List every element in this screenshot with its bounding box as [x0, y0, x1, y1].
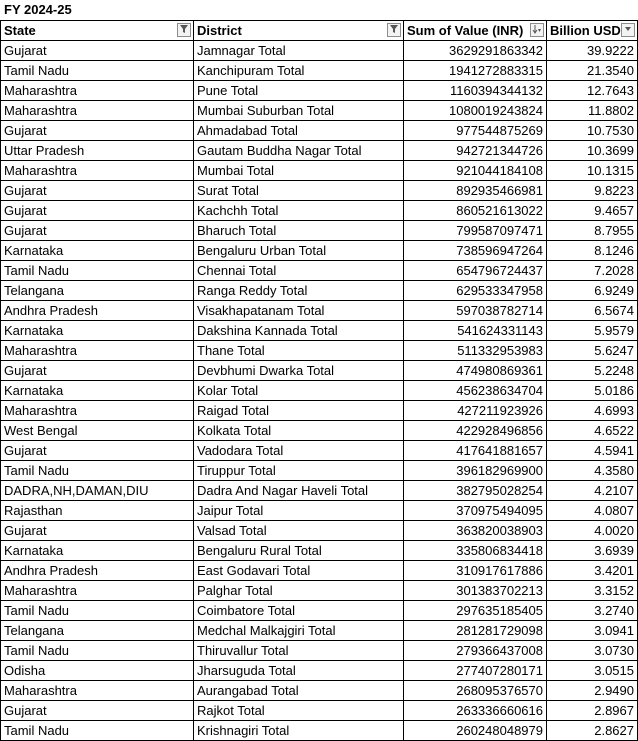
table-row	[1, 101, 638, 121]
header-row	[1, 21, 638, 41]
state-cell[interactable]: Uttar Pradesh	[1, 141, 194, 161]
district-cell[interactable]: Mumbai Total	[194, 161, 404, 181]
state-cell[interactable]: Maharashtra	[1, 681, 194, 701]
usd-cell[interactable]: 10.7530	[547, 121, 638, 141]
value-cell[interactable]: 3629291863342	[404, 41, 547, 61]
usd-cell[interactable]: 6.9249	[547, 281, 638, 301]
table-row	[1, 341, 638, 361]
district-cell[interactable]: Pune Total	[194, 81, 404, 101]
table-row	[1, 141, 638, 161]
usd-cell[interactable]: 5.2248	[547, 361, 638, 381]
state-cell[interactable]: Maharashtra	[1, 341, 194, 361]
header-value[interactable]	[404, 21, 547, 41]
usd-cell[interactable]: 2.8967	[547, 701, 638, 721]
state-cell[interactable]: Karnataka	[1, 541, 194, 561]
district-cell[interactable]: Rajkot Total	[194, 701, 404, 721]
district-cell[interactable]: Coimbatore Total	[194, 601, 404, 621]
value-cell[interactable]: 363820038903	[404, 521, 547, 541]
usd-cell[interactable]: 2.9490	[547, 681, 638, 701]
usd-cell[interactable]: 12.7643	[547, 81, 638, 101]
district-cell[interactable]: Tiruppur Total	[194, 461, 404, 481]
value-cell[interactable]: 474980869361	[404, 361, 547, 381]
table-row	[1, 281, 638, 301]
table-row	[1, 681, 638, 701]
state-cell[interactable]: Karnataka	[1, 241, 194, 261]
value-cell[interactable]: 597038782714	[404, 301, 547, 321]
usd-cell[interactable]: 5.0186	[547, 381, 638, 401]
usd-cell[interactable]: 10.1315	[547, 161, 638, 181]
value-cell[interactable]: 456238634704	[404, 381, 547, 401]
usd-cell[interactable]: 3.2740	[547, 601, 638, 621]
district-cell[interactable]: Dakshina Kannada Total	[194, 321, 404, 341]
header-usd[interactable]	[547, 21, 638, 41]
filter-icon[interactable]	[177, 23, 191, 37]
usd-cell[interactable]: 3.0941	[547, 621, 638, 641]
value-cell[interactable]: 799587097471	[404, 221, 547, 241]
value-cell[interactable]: 260248048979	[404, 721, 547, 741]
usd-cell[interactable]: 5.9579	[547, 321, 638, 341]
value-cell[interactable]: 396182969900	[404, 461, 547, 481]
usd-cell[interactable]: 3.3152	[547, 581, 638, 601]
district-cell[interactable]: Mumbai Suburban Total	[194, 101, 404, 121]
usd-cell[interactable]: 7.2028	[547, 261, 638, 281]
table-row	[1, 41, 638, 61]
district-cell[interactable]: Kachchh Total	[194, 201, 404, 221]
district-cell[interactable]: Kanchipuram Total	[194, 61, 404, 81]
table-row	[1, 401, 638, 421]
state-cell[interactable]: Tamil Nadu	[1, 461, 194, 481]
value-cell[interactable]: 335806834418	[404, 541, 547, 561]
state-cell[interactable]: Gujarat	[1, 221, 194, 241]
usd-cell[interactable]: 4.3580	[547, 461, 638, 481]
table-row	[1, 541, 638, 561]
state-cell[interactable]: Rajasthan	[1, 501, 194, 521]
value-cell[interactable]: 417641881657	[404, 441, 547, 461]
usd-cell[interactable]: 3.0515	[547, 661, 638, 681]
table-row	[1, 461, 638, 481]
usd-cell[interactable]: 6.5674	[547, 301, 638, 321]
district-cell[interactable]: Kolar Total	[194, 381, 404, 401]
district-cell[interactable]: Visakhapatanam Total	[194, 301, 404, 321]
header-district[interactable]	[194, 21, 404, 41]
table-row	[1, 701, 638, 721]
value-cell[interactable]: 301383702213	[404, 581, 547, 601]
usd-cell[interactable]: 4.2107	[547, 481, 638, 501]
table-body	[1, 41, 638, 741]
state-cell[interactable]: Telangana	[1, 621, 194, 641]
state-cell[interactable]: Tamil Nadu	[1, 601, 194, 621]
district-cell[interactable]: Vadodara Total	[194, 441, 404, 461]
table-row	[1, 201, 638, 221]
value-cell[interactable]: 281281729098	[404, 621, 547, 641]
value-cell[interactable]: 370975494095	[404, 501, 547, 521]
usd-cell[interactable]: 4.0807	[547, 501, 638, 521]
state-cell[interactable]: Andhra Pradesh	[1, 561, 194, 581]
district-cell[interactable]: Palghar Total	[194, 581, 404, 601]
data-table	[0, 20, 638, 741]
district-cell[interactable]: Thane Total	[194, 341, 404, 361]
value-cell[interactable]: 1160394344132	[404, 81, 547, 101]
value-cell[interactable]: 310917617886	[404, 561, 547, 581]
state-cell[interactable]: Tamil Nadu	[1, 721, 194, 741]
table-row	[1, 501, 638, 521]
usd-cell[interactable]: 21.3540	[547, 61, 638, 81]
usd-cell[interactable]: 11.8802	[547, 101, 638, 121]
state-cell[interactable]: Odisha	[1, 661, 194, 681]
state-cell[interactable]: Gujarat	[1, 121, 194, 141]
district-cell[interactable]: Aurangabad Total	[194, 681, 404, 701]
state-cell[interactable]: DADRA,NH,DAMAN,DIU	[1, 481, 194, 501]
value-cell[interactable]: 892935466981	[404, 181, 547, 201]
value-cell[interactable]: 279366437008	[404, 641, 547, 661]
district-cell[interactable]: Ranga Reddy Total	[194, 281, 404, 301]
table-row	[1, 81, 638, 101]
district-cell[interactable]: Surat Total	[194, 181, 404, 201]
usd-cell[interactable]: 4.0020	[547, 521, 638, 541]
usd-cell[interactable]: 4.5941	[547, 441, 638, 461]
table-row	[1, 421, 638, 441]
state-cell[interactable]: Gujarat	[1, 441, 194, 461]
usd-cell[interactable]: 8.1246	[547, 241, 638, 261]
value-cell[interactable]: 382795028254	[404, 481, 547, 501]
table-row	[1, 61, 638, 81]
header-value-label: Sum of Value (INR)	[407, 23, 524, 38]
value-cell[interactable]: 860521613022	[404, 201, 547, 221]
district-cell[interactable]: Bengaluru Rural Total	[194, 541, 404, 561]
value-cell[interactable]: 511332953983	[404, 341, 547, 361]
state-cell[interactable]: Maharashtra	[1, 401, 194, 421]
filter-icon[interactable]	[387, 23, 401, 37]
district-cell[interactable]: East Godavari Total	[194, 561, 404, 581]
state-cell[interactable]: Tamil Nadu	[1, 641, 194, 661]
district-cell[interactable]: Jharsuguda Total	[194, 661, 404, 681]
table-row	[1, 241, 638, 261]
district-cell[interactable]: Medchal Malkajgiri Total	[194, 621, 404, 641]
table-row	[1, 301, 638, 321]
usd-cell[interactable]: 4.6522	[547, 421, 638, 441]
state-cell[interactable]: Gujarat	[1, 361, 194, 381]
state-cell[interactable]: Maharashtra	[1, 101, 194, 121]
table-row	[1, 181, 638, 201]
table-row	[1, 721, 638, 741]
sheet-title[interactable]: FY 2024-25	[4, 2, 72, 17]
table-row	[1, 621, 638, 641]
table-row	[1, 661, 638, 681]
district-cell[interactable]: Kolkata Total	[194, 421, 404, 441]
table-row	[1, 521, 638, 541]
state-cell[interactable]: Maharashtra	[1, 81, 194, 101]
district-cell[interactable]: Jaipur Total	[194, 501, 404, 521]
table-row	[1, 321, 638, 341]
value-cell[interactable]: 654796724437	[404, 261, 547, 281]
header-state[interactable]	[1, 21, 194, 41]
usd-cell[interactable]: 2.8627	[547, 721, 638, 741]
table-row	[1, 221, 638, 241]
table-row	[1, 561, 638, 581]
district-cell[interactable]: Krishnagiri Total	[194, 721, 404, 741]
value-cell[interactable]: 277407280171	[404, 661, 547, 681]
table-row	[1, 581, 638, 601]
district-cell[interactable]: Bharuch Total	[194, 221, 404, 241]
header-state-label: State	[4, 23, 36, 38]
district-cell[interactable]: Chennai Total	[194, 261, 404, 281]
state-cell[interactable]: Andhra Pradesh	[1, 301, 194, 321]
usd-cell[interactable]: 9.4657	[547, 201, 638, 221]
value-cell[interactable]: 268095376570	[404, 681, 547, 701]
state-cell[interactable]: Gujarat	[1, 701, 194, 721]
table-row	[1, 381, 638, 401]
district-cell[interactable]: Valsad Total	[194, 521, 404, 541]
district-cell[interactable]: Devbhumi Dwarka Total	[194, 361, 404, 381]
table-row	[1, 261, 638, 281]
usd-cell[interactable]: 39.9222	[547, 41, 638, 61]
district-cell[interactable]: Raigad Total	[194, 401, 404, 421]
district-cell[interactable]: Gautam Buddha Nagar Total	[194, 141, 404, 161]
state-cell[interactable]: Tamil Nadu	[1, 261, 194, 281]
table-row	[1, 441, 638, 461]
state-cell[interactable]: Gujarat	[1, 181, 194, 201]
state-cell[interactable]: Karnataka	[1, 381, 194, 401]
district-cell[interactable]: Thiruvallur Total	[194, 641, 404, 661]
usd-cell[interactable]: 4.6993	[547, 401, 638, 421]
value-cell[interactable]: 738596947264	[404, 241, 547, 261]
state-cell[interactable]: Karnataka	[1, 321, 194, 341]
state-cell[interactable]: Maharashtra	[1, 581, 194, 601]
usd-cell[interactable]: 9.8223	[547, 181, 638, 201]
usd-cell[interactable]: 5.6247	[547, 341, 638, 361]
value-cell[interactable]: 977544875269	[404, 121, 547, 141]
value-cell[interactable]: 427211923926	[404, 401, 547, 421]
dropdown-icon[interactable]	[621, 23, 635, 37]
table-row	[1, 361, 638, 381]
usd-cell[interactable]: 3.0730	[547, 641, 638, 661]
table-row	[1, 481, 638, 501]
state-cell[interactable]: Telangana	[1, 281, 194, 301]
usd-cell[interactable]: 10.3699	[547, 141, 638, 161]
value-cell[interactable]: 541624331143	[404, 321, 547, 341]
value-cell[interactable]: 263336660616	[404, 701, 547, 721]
value-cell[interactable]: 422928496856	[404, 421, 547, 441]
table-row	[1, 641, 638, 661]
state-cell[interactable]: Gujarat	[1, 41, 194, 61]
district-cell[interactable]: Jamnagar Total	[194, 41, 404, 61]
table-row	[1, 161, 638, 181]
state-cell[interactable]: West Bengal	[1, 421, 194, 441]
value-cell[interactable]: 921044184108	[404, 161, 547, 181]
district-cell[interactable]: Ahmadabad Total	[194, 121, 404, 141]
state-cell[interactable]: Tamil Nadu	[1, 61, 194, 81]
table-row	[1, 121, 638, 141]
district-cell[interactable]: Bengaluru Urban Total	[194, 241, 404, 261]
table-row	[1, 601, 638, 621]
usd-cell[interactable]: 8.7955	[547, 221, 638, 241]
state-cell[interactable]: Gujarat	[1, 201, 194, 221]
value-cell[interactable]: 629533347958	[404, 281, 547, 301]
usd-cell[interactable]: 3.4201	[547, 561, 638, 581]
usd-cell[interactable]: 3.6939	[547, 541, 638, 561]
header-usd-label: Billion USD	[550, 23, 621, 38]
state-cell[interactable]: Maharashtra	[1, 161, 194, 181]
value-cell[interactable]: 1080019243824	[404, 101, 547, 121]
state-cell[interactable]: Gujarat	[1, 521, 194, 541]
header-district-label: District	[197, 23, 242, 38]
value-cell[interactable]: 1941272883315	[404, 61, 547, 81]
district-cell[interactable]: Dadra And Nagar Haveli Total	[194, 481, 404, 501]
value-cell[interactable]: 297635185405	[404, 601, 547, 621]
sort-descending-filter-icon[interactable]	[530, 23, 544, 37]
value-cell[interactable]: 942721344726	[404, 141, 547, 161]
